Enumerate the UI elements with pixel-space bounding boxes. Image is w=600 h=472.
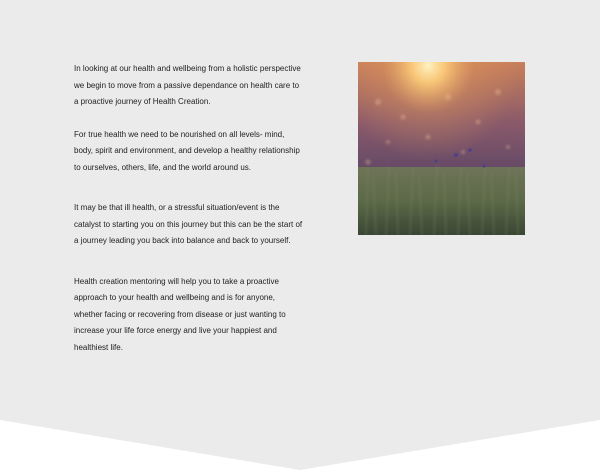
photo-illustration — [358, 62, 525, 235]
paragraph-mentoring: Health creation mentoring will help you to take a proactive approach to your health and wellbeing and is for anyone, whether facing or recovering from disease or just wanting to increase your life force energy and live your happiest and healthiest life. — [74, 276, 286, 352]
paragraph-catalyst: It may be that ill health, or a stressful situation/event is the catalyst to starting you on this journey but this can be the start of a journey leading you back into balance and back to yourself. — [74, 203, 303, 245]
paragraph-nourishment: For true health we need to be nourished on all levels- mind, body, spirit and environment, and develop a healthy relationship to ourselves, others, life, and the world around us. — [74, 129, 300, 172]
paragraph-intro: In looking at our health and wellbeing from a holistic perspective we begin to move from a passive dependance on health care to a proactive journey of Health Creation. — [74, 64, 301, 106]
body-text-column — [74, 61, 324, 356]
sunset-meadow-photo — [358, 62, 525, 235]
